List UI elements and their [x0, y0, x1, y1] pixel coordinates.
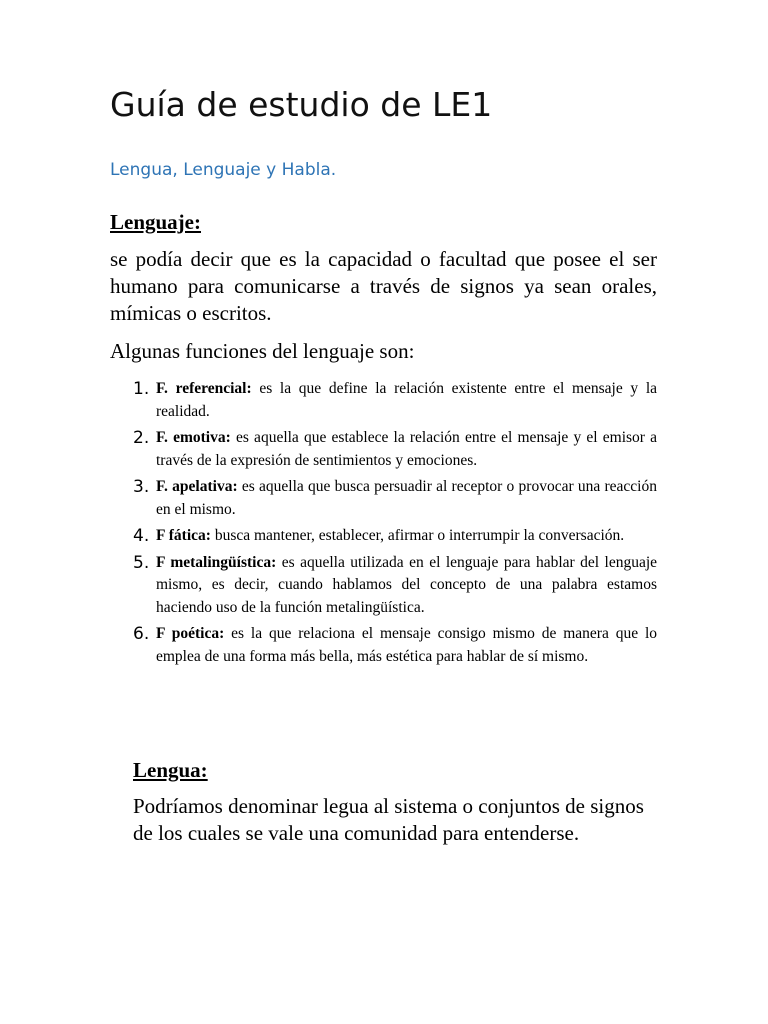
function-item-emotiva — [133, 427, 657, 472]
function-description: es la que define la relación existente entre el mensaje y la realidad. — [156, 380, 658, 420]
function-term: F fática: — [156, 527, 211, 544]
functions-list — [133, 378, 657, 672]
function-item-poetica — [133, 623, 657, 668]
list-number: 3. — [133, 477, 150, 497]
function-term: F. apelativa: — [156, 478, 238, 495]
function-term: F poética: — [156, 625, 225, 642]
document-subtitle: Lengua, Lenguaje y Habla. — [110, 160, 337, 180]
lenguaje-heading: Lenguaje: — [110, 210, 201, 234]
function-description: es aquella que establece la relación entre el mensaje y el emisor a través de la expresión de sentimientos y emociones. — [156, 429, 658, 469]
function-item-metalinguistica — [133, 552, 657, 620]
function-term: F metalingüística: — [156, 553, 277, 571]
list-number: 4. — [133, 526, 150, 546]
list-number: 6. — [133, 624, 150, 644]
lengua-definition: Podríamos denominar legua al sistema o conjuntos de signos de los cuales se vale una comunidad para entenderse. — [133, 794, 644, 845]
list-number: 2. — [133, 428, 150, 448]
lengua-heading: Lengua: — [133, 758, 208, 782]
function-description: es aquella que busca persuadir al receptor o provocar una reacción en el mismo. — [156, 478, 657, 518]
lenguaje-definition: se podía decir que es la capacidad o facultad que posee el ser humano para comunicarse a través de signos ya sean orales, mímicas o escritos. — [110, 247, 657, 325]
function-description: es aquella utilizada en el lenguaje para hablar del lenguaje mismo, es decir, cuando hablamos del concepto de una palabra estamos haciendo uso de la función metalingüística. — [156, 553, 658, 616]
function-description: es la que relaciona el mensaje consigo mismo de manera que lo emplea de una forma más bella, más estética para hablar de sí mismo. — [156, 625, 658, 665]
function-item-referencial — [133, 378, 657, 423]
function-item-fatica — [133, 525, 657, 548]
function-item-apelativa — [133, 476, 657, 521]
function-description: busca mantener, establecer, afirmar o interrumpir la conversación. — [214, 527, 625, 544]
list-number: 5. — [133, 552, 150, 573]
document-title: Guía de estudio de LE1 — [110, 85, 493, 124]
function-term: F. referencial: — [156, 380, 252, 397]
list-number: 1. — [133, 379, 150, 399]
function-term: F. emotiva: — [156, 429, 231, 446]
functions-intro: Algunas funciones del lenguaje son: — [110, 339, 415, 363]
